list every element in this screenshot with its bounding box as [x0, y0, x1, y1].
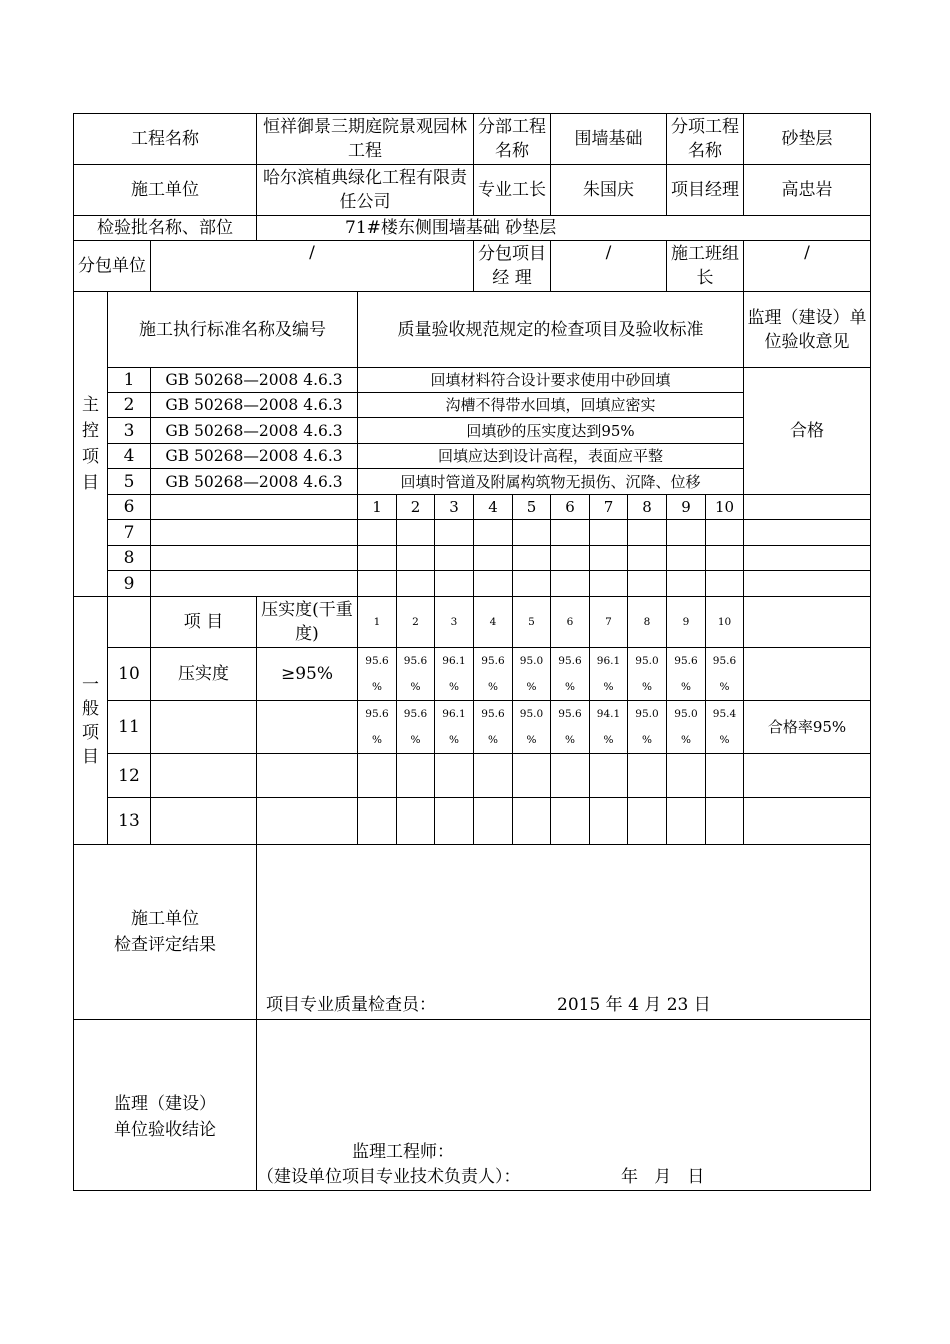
measured-value: 95.6 % — [397, 701, 435, 754]
general-requirement: ≥95% — [257, 648, 358, 701]
point-number: 2 — [397, 495, 435, 520]
opinion-header: 监理（建设）单位验收意见 — [744, 292, 871, 368]
general-opinion: 合格率95% — [744, 701, 871, 754]
measured-value: 95.6 % — [706, 648, 744, 701]
general-item: 压实度 — [151, 648, 257, 701]
point-number: 9 — [667, 597, 706, 648]
sub-project-label: 分部工程名称 — [474, 114, 551, 165]
standard-header: 施工执行标准名称及编号 — [108, 292, 358, 368]
measured-value: 95.0 % — [667, 701, 706, 754]
point-number: 3 — [435, 495, 474, 520]
empty-cell — [744, 597, 871, 648]
empty-cell — [151, 495, 358, 520]
item-standard: GB 50268—2008 4.6.3 — [151, 444, 358, 469]
item-number: 9 — [108, 571, 151, 597]
empty-cell — [108, 597, 151, 648]
point-number: 1 — [358, 597, 397, 648]
team-leader-label: 施工班组 长 — [667, 241, 744, 292]
measured-value: 95.6 % — [358, 701, 397, 754]
point-number: 7 — [590, 597, 628, 648]
item-number: 6 — [108, 495, 151, 520]
subcontract-label: 分包单位 — [74, 241, 151, 292]
criteria-header: 质量验收规范规定的检查项目及验收标准 — [358, 292, 744, 368]
measured-value: 96.1 % — [435, 701, 474, 754]
item-standard: GB 50268—2008 4.6.3 — [151, 368, 358, 393]
measured-value: 95.6 % — [551, 648, 590, 701]
item-standard: GB 50268—2008 4.6.3 — [151, 393, 358, 418]
item-number: 3 — [108, 418, 151, 444]
construction-unit: 哈尔滨植典绿化工程有限责任公司 — [257, 165, 474, 216]
item-number: 2 — [108, 393, 151, 418]
measured-value: 95.0 % — [628, 648, 667, 701]
measured-value: 95.6 % — [474, 701, 513, 754]
item-project: 砂垫层 — [744, 114, 871, 165]
item-standard: GB 50268—2008 4.6.3 — [151, 469, 358, 495]
measured-value: 95.0 % — [628, 701, 667, 754]
point-number: 1 — [358, 495, 397, 520]
point-number: 2 — [397, 597, 435, 648]
measured-value: 95.4 % — [706, 701, 744, 754]
manager-label: 项目经理 — [667, 165, 744, 216]
engineer-label: 监理工程师： — [352, 1142, 454, 1162]
item-criteria: 回填时管道及附属构筑物无损伤、沉降、位移 — [358, 469, 744, 495]
point-number: 9 — [667, 495, 706, 520]
item-number: 8 — [108, 546, 151, 571]
measured-value: 95.0 % — [513, 648, 551, 701]
point-number: 4 — [474, 597, 513, 648]
sub-project: 围墙基础 — [551, 114, 667, 165]
item-number: 10 — [108, 648, 151, 701]
item-number: 5 — [108, 469, 151, 495]
measured-value: 95.6 % — [551, 701, 590, 754]
project-name: 恒祥御景三期庭院景观园林工程 — [257, 114, 474, 165]
item-criteria: 回填砂的压实度达到95% — [358, 418, 744, 444]
supervision-date: 年 月 日 — [621, 1167, 705, 1187]
sub-manager: / — [551, 241, 667, 292]
point-number: 4 — [474, 495, 513, 520]
item-project-label: 分项工程名称 — [667, 114, 744, 165]
main-control-section-label: 主控项目 — [74, 292, 108, 597]
foreman-label: 专业工长 — [474, 165, 551, 216]
measured-value: 95.6 % — [667, 648, 706, 701]
subcontract: / — [151, 241, 474, 292]
general-item-header: 项 目 — [151, 597, 257, 648]
point-number: 6 — [551, 597, 590, 648]
measured-value: 94.1 % — [590, 701, 628, 754]
item-criteria: 回填材料符合设计要求使用中砂回填 — [358, 368, 744, 393]
empty-cell — [744, 495, 871, 520]
point-number: 10 — [706, 597, 744, 648]
point-number: 8 — [628, 495, 667, 520]
item-standard: GB 50268—2008 4.6.3 — [151, 418, 358, 444]
point-number: 5 — [513, 597, 551, 648]
inspection-table — [73, 113, 871, 1191]
point-number: 6 — [551, 495, 590, 520]
general-item — [151, 701, 257, 754]
point-number: 7 — [590, 495, 628, 520]
construction-result-label: 施工单位 检查评定结果 — [74, 845, 257, 1020]
item-number: 7 — [108, 520, 151, 546]
point-number: 3 — [435, 597, 474, 648]
item-number: 4 — [108, 444, 151, 469]
team-leader: / — [744, 241, 871, 292]
point-number: 8 — [628, 597, 667, 648]
main-control-opinion: 合格 — [744, 368, 871, 495]
item-number: 13 — [108, 798, 151, 845]
measured-value: 95.0 % — [513, 701, 551, 754]
general-compaction-header: 压实度(干重度) — [257, 597, 358, 648]
item-number: 1 — [108, 368, 151, 393]
item-number: 11 — [108, 701, 151, 754]
construction-unit-label: 施工单位 — [74, 165, 257, 216]
foreman: 朱国庆 — [551, 165, 667, 216]
construction-result-content — [257, 845, 871, 1020]
measured-value: 96.1 % — [590, 648, 628, 701]
supervision-content — [257, 1020, 871, 1191]
general-opinion — [744, 648, 871, 701]
general-section-label: 一般项目 — [74, 597, 108, 845]
batch: 71#楼东侧围墙基础 砂垫层 — [257, 216, 871, 241]
measured-value: 95.6 % — [474, 648, 513, 701]
batch-label: 检验批名称、部位 — [74, 216, 257, 241]
supervision-label: 监理（建设） 单位验收结论 — [74, 1020, 257, 1191]
point-number: 10 — [706, 495, 744, 520]
inspection-date: 2015 年 4 月 23 日 — [557, 995, 711, 1015]
sub-manager-label: 分包项目经 理 — [474, 241, 551, 292]
inspector-label: 项目专业质量检查员： — [266, 995, 436, 1015]
general-requirement — [257, 701, 358, 754]
item-criteria: 回填应达到设计高程，表面应平整 — [358, 444, 744, 469]
item-criteria: 沟槽不得带水回填，回填应密实 — [358, 393, 744, 418]
project-name-label: 工程名称 — [74, 114, 257, 165]
owner-label: （建设单位项目专业技术负责人）： — [257, 1167, 521, 1187]
item-number: 12 — [108, 754, 151, 798]
manager: 高忠岩 — [744, 165, 871, 216]
point-number: 5 — [513, 495, 551, 520]
inspection-form — [73, 113, 870, 1191]
measured-value: 95.6 % — [358, 648, 397, 701]
measured-value: 95.6 % — [397, 648, 435, 701]
measured-value: 96.1 % — [435, 648, 474, 701]
